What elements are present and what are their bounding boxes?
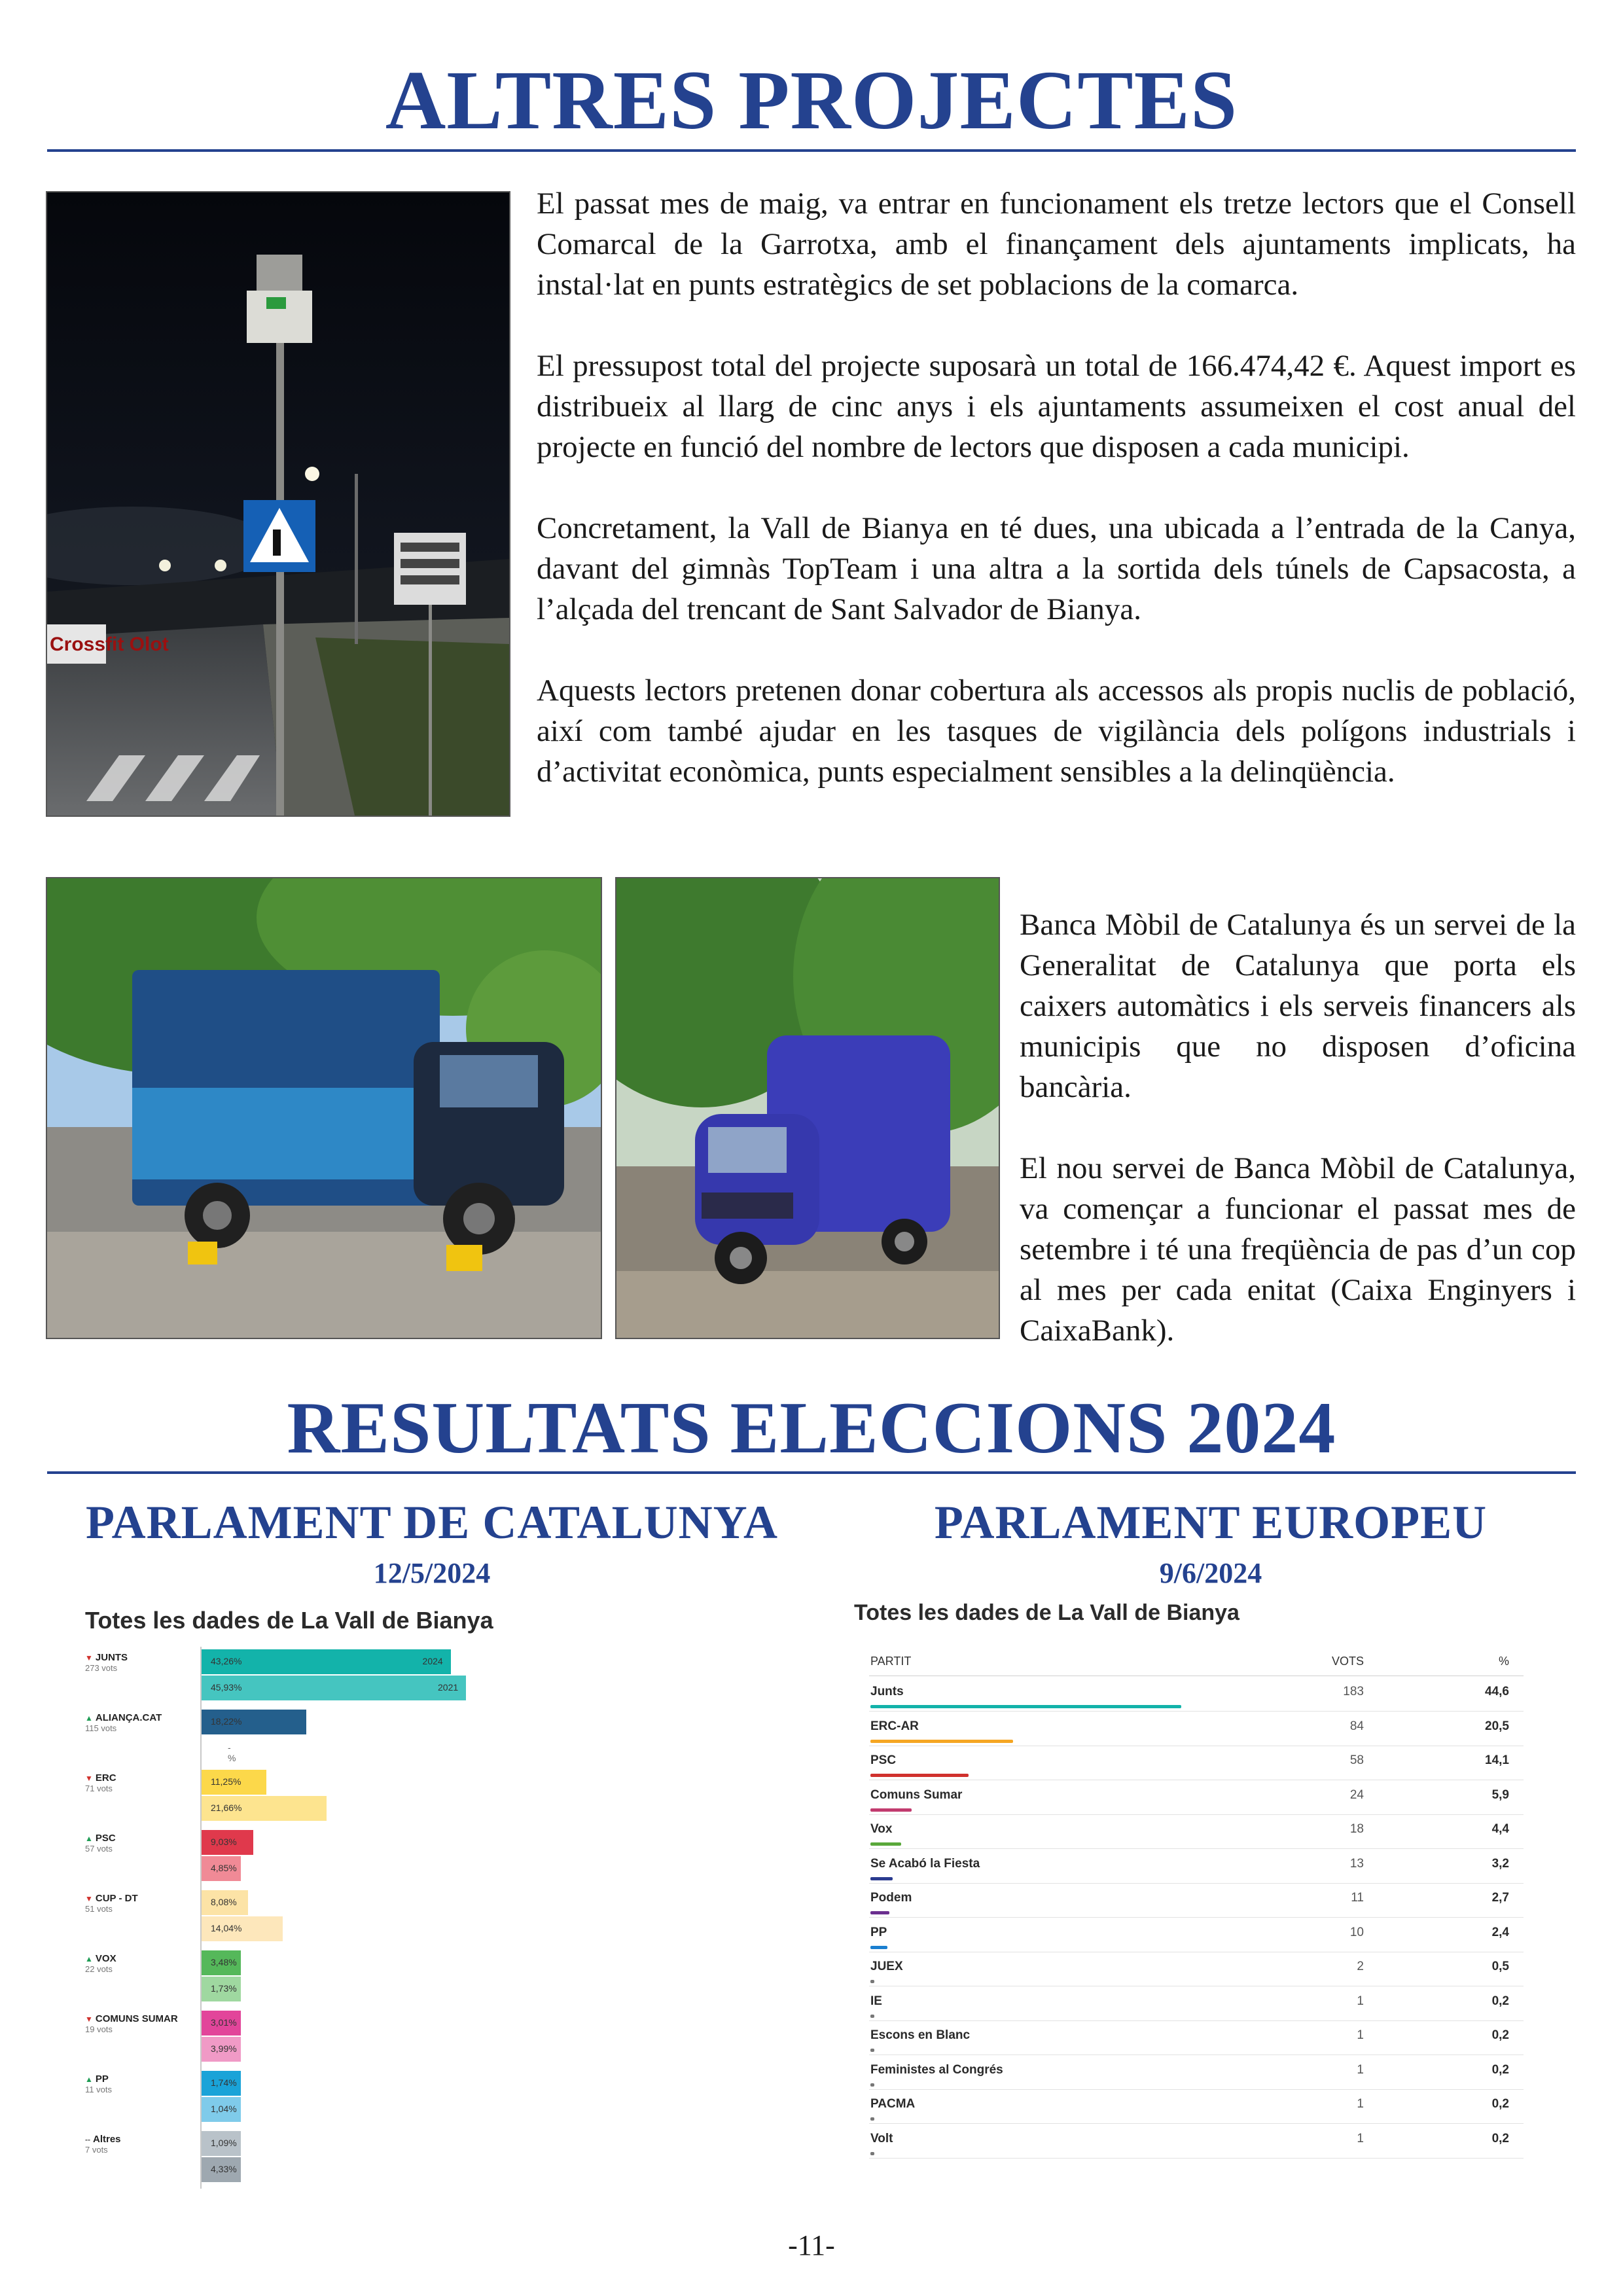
photo-sign-text: Crossfit Olot [50,634,169,655]
trend-icon: ▲ [85,1834,93,1843]
eu-party-votes: 24 [1349,1787,1364,1802]
eu-row [869,1883,1524,1918]
catalunya-date: 12/5/2024 [373,1557,491,1589]
eu-bar [870,1842,901,1846]
bar-2021 [202,1796,327,1821]
trend-icon: -- [85,2135,90,2144]
eu-party-votes: 58 [1349,1753,1364,1767]
eu-party-pct: 4,4 [1491,1822,1509,1836]
eu-row [869,1677,1524,1712]
eu-party-name: JUEX [870,1960,903,1973]
bar-2021 [202,1736,236,1763]
catalunya-chart-title: Totes les dades de La Vall de Bianya [85,1607,493,1634]
eu-party-pct: 14,1 [1485,1753,1509,1767]
eu-row [869,1814,1524,1849]
eu-bar [870,1808,912,1812]
eu-party-pct: 44,6 [1485,1685,1509,1698]
eu-party-name: Podem [870,1891,912,1905]
party-name: ERC [95,1772,116,1784]
eu-row [869,1780,1524,1815]
eu-bar [870,1980,874,1983]
party-votes: 11 vots [85,2085,112,2094]
eu-party-pct: 2,7 [1491,1891,1509,1905]
bar-2021 [202,1676,466,1700]
party-name: COMUNS SUMAR [95,2013,178,2024]
bar-year-label: 2024 [422,1656,443,1666]
photo-caixabank-van [46,877,602,1339]
eu-party-name: Volt [870,2131,893,2145]
section1-text [537,183,1576,833]
party-name: PP [95,2073,109,2085]
bar-2021 [202,2097,241,2122]
eu-row [869,2055,1524,2090]
eu-bar [870,1946,887,1949]
party-name: JUNTS [95,1652,128,1663]
eu-bar [870,2015,874,2018]
europeu-chart-title: Totes les dades de La Vall de Bianya [854,1600,1240,1625]
party-votes: 115 vots [85,1723,117,1733]
bar-2024 [202,1950,241,1975]
section-title-resultats: RESULTATS ELECCIONS 2024 [287,1388,1336,1469]
eu-row [869,1918,1524,1952]
paragraph: El passat mes de maig, va entrar en funcionament els tretze lectors que el Consell Comarcal de la Garrotxa, amb el finançament dels ajuntaments implicats, ha instal·lat en punts estratègics de set poblacions de la comarca. [537,187,1576,302]
party-label [85,1953,196,1974]
trend-icon: ▲ [85,2075,93,2084]
eu-bar [870,2049,874,2052]
party-label [85,1772,196,1793]
eu-row [869,1986,1524,2021]
paragraph: El nou servei de Banca Mòbil de Catalunya, va començar a funcionar el passat mes de setembre i té una freqüència de pas d’un cop al mes per cada enitat (Caixa Enginyers i CaixaBank). [1020,1151,1576,1348]
eu-party-pct: 0,2 [1491,2097,1509,2111]
photo-traffic-camera-night [46,191,510,817]
party-name: Altres [93,2134,121,2145]
eu-party-name: PSC [870,1753,897,1767]
paragraph: Aquests lectors pretenen donar cobertura als accessos als propis nuclis de població, així com també ajudar en les tasques de vigilància dels polígons industrials i d’activitat econòmica, punts especialment sensibles a la delinqüència. [537,673,1576,789]
eu-header-pct: % [1498,1655,1509,1668]
bar-value-label: 45,93% [211,1682,242,1693]
bar-2024 [202,1770,266,1795]
bar-2021 [202,1856,241,1881]
bar-value-label: 1,09% [211,2138,237,2148]
page-number: -11- [788,2229,835,2261]
eu-party-pct: 3,2 [1491,1856,1509,1871]
eu-bar [870,1705,1181,1708]
catalunya-title: PARLAMENT DE CATALUNYA [85,1496,779,1549]
eu-party-votes: 1 [1357,2028,1364,2042]
eu-party-votes: 1 [1357,1994,1364,2008]
eu-party-votes: 13 [1349,1856,1364,1871]
eu-party-name: PP [870,1925,887,1939]
party-votes: 22 vots [85,1964,113,1974]
bar-value-label: -% [228,1742,236,1763]
trend-icon: ▼ [85,1653,93,1662]
bar-value-label: 9,03% [211,1837,237,1847]
eu-party-votes: 1 [1357,2097,1364,2111]
party-name: PSC [95,1833,116,1844]
party-votes: 51 vots [85,1904,113,1914]
eu-party-pct: 5,9 [1491,1787,1509,1802]
eu-party-votes: 2 [1357,1960,1364,1973]
eu-party-name: Comuns Sumar [870,1787,963,1802]
eu-party-votes: 84 [1349,1719,1364,1733]
bar-value-label: 11,25% [211,1776,241,1787]
eu-row [869,2089,1524,2124]
party-name: VOX [95,1953,116,1964]
eu-party-name: Junts [870,1685,904,1698]
eu-header-votes: VOTS [1331,1655,1364,1668]
bar-value-label: 1,73% [211,1983,237,1994]
bar-2024 [202,1830,253,1855]
party-name: ALIANÇA.CAT [95,1712,162,1723]
bar-value-label: 14,04% [211,1923,242,1933]
bar-2024 [202,1649,451,1674]
eu-party-pct: 0,2 [1491,1994,1509,2008]
title-rule [47,1471,1576,1474]
party-votes: 71 vots [85,1784,113,1793]
paragraph: Banca Mòbil de Catalunya és un servei de la Generalitat de Catalunya que porta els caixers automàtics i els serveis financers als municipis que no disposen d’oficina bancària. [1020,908,1576,1104]
eu-party-votes: 183 [1343,1685,1364,1698]
photo-caixa-enginyers-van [615,877,1000,1339]
eu-party-pct: 0,2 [1491,2062,1509,2077]
eu-row [869,2124,1524,2159]
eu-row [869,1712,1524,1746]
eu-party-name: PACMA [870,2097,916,2111]
eu-party-votes: 10 [1349,1925,1364,1939]
party-name: CUP - DT [95,1893,138,1904]
eu-party-pct: 20,5 [1485,1719,1509,1733]
bar-value-label: 18,22% [211,1716,242,1727]
eu-party-votes: 1 [1357,2062,1364,2077]
eu-bar [870,1911,889,1914]
bar-2024 [202,2011,241,2036]
eu-bar [870,1877,893,1880]
eu-party-name: IE [870,1994,882,2008]
party-label [85,1893,196,1914]
eu-bar [870,2152,874,2155]
eu-party-pct: 0,2 [1491,2131,1509,2145]
eu-party-pct: 0,2 [1491,2028,1509,2042]
bar-value-label: 21,66% [211,1803,242,1813]
trend-icon: ▼ [85,1774,93,1783]
bar-year-label: 2021 [438,1682,459,1693]
eu-party-name: Se Acabó la Fiesta [870,1856,980,1871]
bar-value-label: 1,04% [211,2104,237,2114]
eu-bar [870,2083,874,2087]
bar-2024 [202,1890,248,1915]
bar-2021 [202,1977,241,2001]
bar-value-label: 3,48% [211,1957,237,1967]
paragraph: Concretament, la Vall de Bianya en té dues, una ubicada a l’entrada de la Canya, davant del gimnàs TopTeam i una altra a la sortida dels túnels de Capsacosta, a l’alçada del trencant de Sant Salvador de Bianya. [537,511,1576,626]
europeu-date: 9/6/2024 [1159,1557,1262,1589]
eu-party-name: Vox [870,1822,893,1836]
bar-value-label: 3,01% [211,2017,237,2028]
trend-icon: ▲ [85,1713,93,1723]
party-label [85,1712,196,1733]
europeu-title: PARLAMENT EUROPEU [934,1496,1488,1549]
party-votes: 57 vots [85,1844,113,1854]
bar-2021 [202,2157,241,2182]
paragraph: El pressupost total del projecte suposarà un total de 166.474,42 €. Aquest import es distribueix al llarg de cinc anys i els ajuntaments assumeixen el cost anual del projecte en funció del nombre de lectors que disposen a cada municipi. [537,349,1576,464]
trend-icon: ▼ [85,1894,93,1903]
bar-2021 [202,2037,241,2062]
eu-bar [870,1774,969,1777]
party-votes: 273 vots [85,1663,118,1673]
party-label [85,2073,196,2094]
eu-party-votes: 1 [1357,2131,1364,2145]
trend-icon: ▲ [85,1954,93,1964]
eu-party-votes: 18 [1349,1822,1364,1836]
eu-party-pct: 0,5 [1491,1960,1509,1973]
eu-party-pct: 2,4 [1491,1925,1509,1939]
title-rule [47,149,1576,152]
trend-icon: ▼ [85,2015,93,2024]
eu-party-name: Escons en Blanc [870,2028,971,2042]
eu-party-votes: 11 [1351,1891,1364,1905]
bar-value-label: 3,99% [211,2043,237,2054]
eu-row [869,1952,1524,1986]
eu-party-name: Feministes al Congrés [870,2062,1003,2077]
bar-value-label: 4,33% [211,2164,237,2174]
eu-row [869,2020,1524,2055]
eu-row [869,1746,1524,1780]
party-votes: 19 vots [85,2024,113,2034]
party-label [85,1652,196,1673]
bar-2024 [202,1710,306,1734]
party-label [85,2134,196,2155]
section2-text [1020,905,1576,1391]
eu-bar [870,1740,1013,1743]
eu-header-party: PARTIT [870,1655,912,1668]
bar-value-label: 4,85% [211,1863,237,1873]
bar-value-label: 1,74% [211,2077,237,2088]
eu-row [869,1849,1524,1884]
party-label [85,2013,196,2034]
eu-party-name: ERC-AR [870,1719,919,1733]
bar-2024 [202,2071,241,2096]
party-label [85,1833,196,1854]
bar-value-label: 8,08% [211,1897,237,1907]
party-votes: 7 vots [85,2145,108,2155]
bar-2021 [202,1916,283,1941]
section-title-altres-projectes: ALTRES PROJECTES [385,54,1238,147]
bar-value-label: 43,26% [211,1656,242,1666]
bar-2024 [202,2131,241,2156]
eu-bar [870,2117,874,2121]
